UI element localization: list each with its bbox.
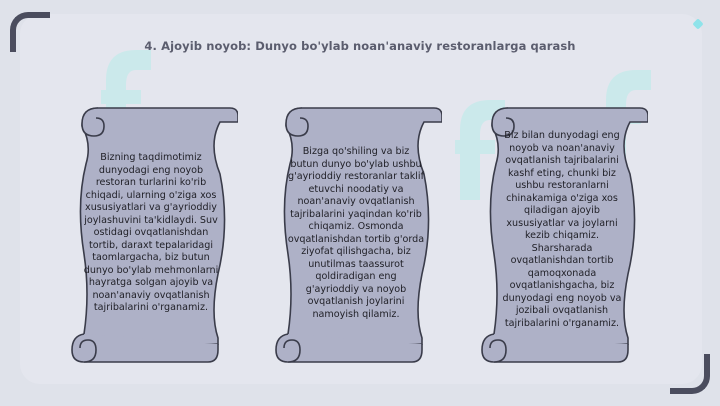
frame-corner-bottom-right bbox=[670, 354, 710, 394]
text-line: namoyish qilamiz. bbox=[312, 308, 400, 320]
scroll-card-3 bbox=[478, 104, 648, 368]
text-line: ovqatlanishdan tortib g'orda bbox=[287, 233, 425, 245]
text-line: etuvchi noodatiy va bbox=[308, 183, 404, 195]
text-line: hayratga solgan ajoyib va bbox=[88, 277, 214, 288]
text-line: noyob va noan'anaviy bbox=[509, 142, 615, 154]
text-line: tajribalarini yaqindan ko'rib bbox=[290, 208, 422, 220]
text-line: dunyo bo'ylab mehmonlarni bbox=[83, 264, 219, 276]
slide-title: 4. Ajoyib noyob: Dunyo bo'ylab noan'anaviy restoranlarga qarash bbox=[144, 39, 576, 53]
text-line: dunyodagi eng noyob bbox=[98, 164, 204, 176]
text-line: qoldiradigan eng bbox=[315, 271, 397, 282]
text-line: noan'anaviy ovqatlanish bbox=[92, 289, 210, 301]
text-line: xususiyatlar va joylarni bbox=[506, 217, 618, 229]
text-line: ostidagi ovqatlanishdan bbox=[93, 227, 209, 238]
text-line: chiqamiz. Osmonda bbox=[308, 221, 404, 232]
text-line: kezib chiqamiz. bbox=[524, 230, 600, 241]
text-line: jozibali ovqatlanish bbox=[515, 305, 609, 316]
text-line: ushbu restoranlarni bbox=[515, 180, 609, 191]
scroll-card-2 bbox=[272, 104, 442, 368]
text-line: qiladigan ajoyib bbox=[523, 205, 600, 216]
text-line: ovqatlanishgacha, biz bbox=[509, 280, 615, 291]
text-line: ziyofat qilishgacha, biz bbox=[301, 246, 411, 257]
text-line: ovqatlanish tajribalarini bbox=[505, 155, 619, 166]
text-line: qamoqxonada bbox=[527, 267, 597, 279]
scroll-card-1 bbox=[68, 104, 238, 368]
text-line: tajribalarini o'rganamiz. bbox=[504, 317, 620, 329]
text-line: Bizga qo'shiling va biz bbox=[302, 146, 410, 157]
text-line: unutilmas taassurot bbox=[308, 258, 404, 270]
text-line: ovqatlanish joylarini bbox=[307, 296, 405, 307]
text-line: kashf eting, chunki biz bbox=[508, 167, 616, 179]
text-line: butun dunyo bo'ylab ushbu bbox=[290, 158, 422, 170]
scroll-text-1 bbox=[82, 152, 220, 315]
text-line: taomlargacha, biz butun bbox=[92, 252, 210, 263]
text-line: g'ayrioddiy va noyob bbox=[305, 283, 407, 295]
text-line: Bizning taqdimotimiz bbox=[100, 152, 202, 163]
scroll-text-3 bbox=[492, 130, 632, 330]
text-line: ovqatlanishdan tortib bbox=[510, 255, 614, 266]
text-line: tajribalarini o'rganamiz. bbox=[93, 302, 209, 313]
text-line: Sharsharada bbox=[531, 242, 593, 254]
text-line: tortib, daraxt tepalaridagi bbox=[89, 239, 213, 251]
text-line: restoran turlarini ko'rib bbox=[95, 177, 207, 188]
text-line: xususiyatlari va g'ayrioddiy bbox=[85, 202, 217, 213]
text-line: g'ayrioddiy restoranlar taklif bbox=[288, 171, 424, 182]
scroll-text-2 bbox=[286, 146, 426, 321]
text-line: noan'anaviy ovqatlanish bbox=[297, 196, 415, 207]
text-line: chinakamiga o'ziga xos bbox=[506, 192, 618, 204]
text-line: dunyodagi eng noyob va bbox=[502, 292, 622, 304]
text-line: joylashuvini ta'kidlaydi. Suv bbox=[84, 214, 218, 226]
text-line: chiqadi, ularning o'ziga xos bbox=[85, 189, 217, 201]
text-line: Biz bilan dunyodagi eng bbox=[504, 130, 620, 141]
